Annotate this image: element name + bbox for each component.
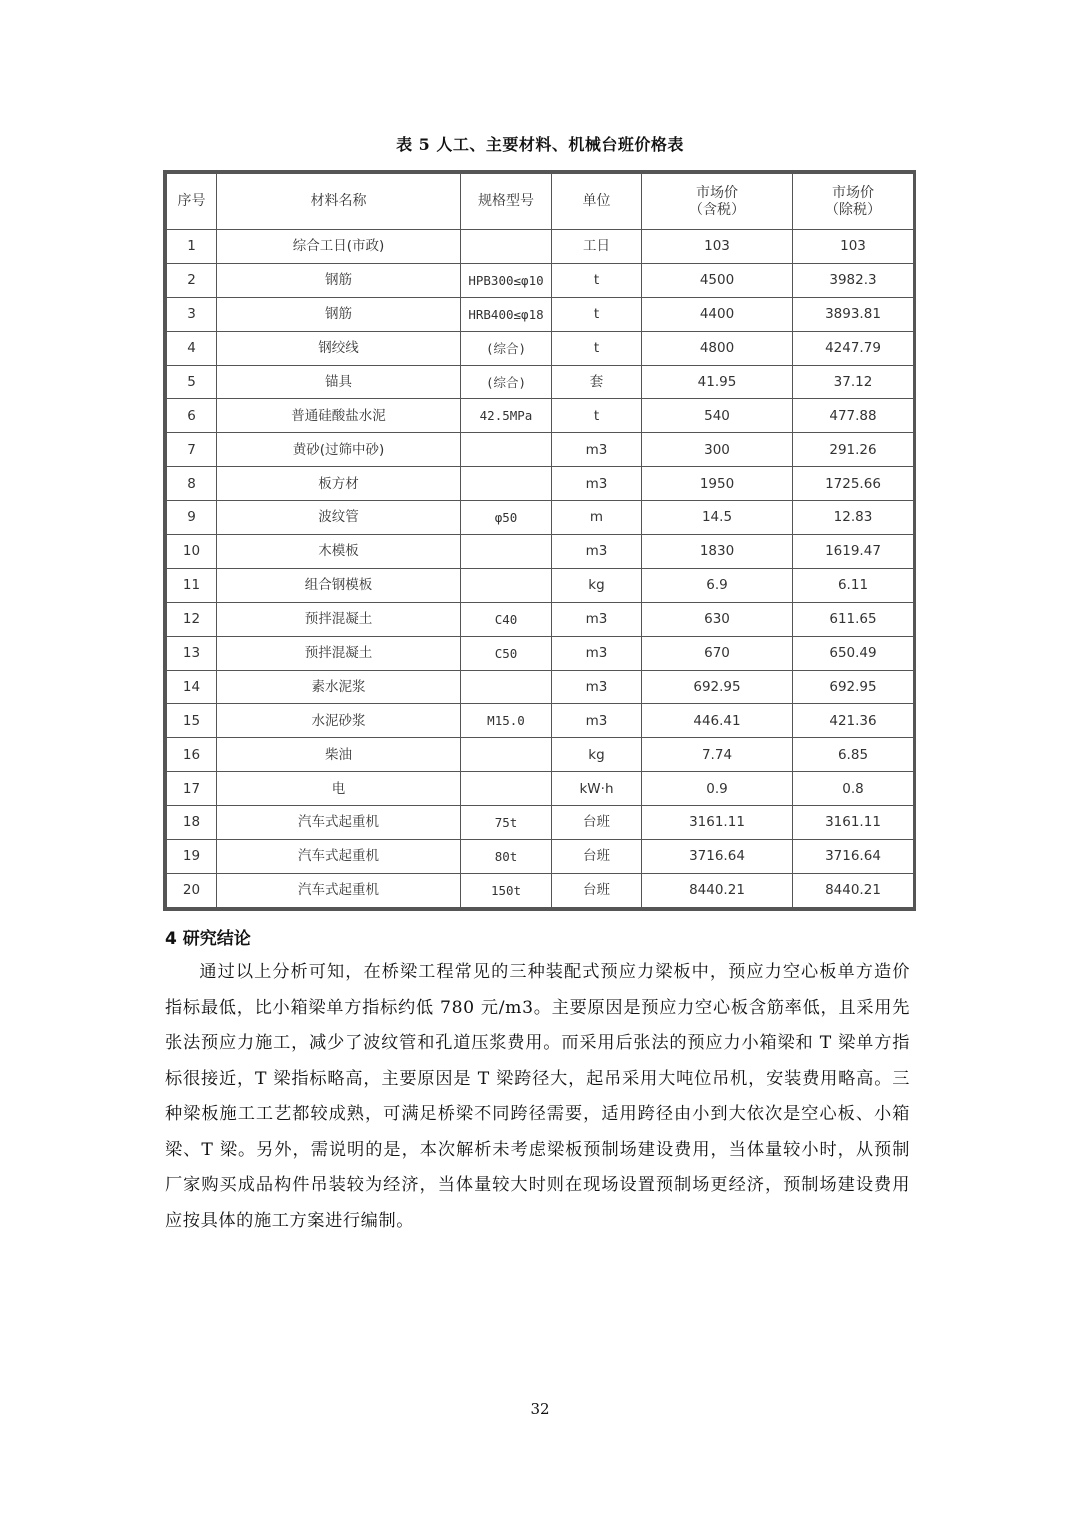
table-body [167, 230, 914, 908]
table-cell: 5 [167, 365, 217, 399]
table-row [167, 297, 914, 331]
table-cell: t [552, 263, 642, 297]
table-cell: 3161.11 [642, 806, 793, 840]
table-cell: 9 [167, 501, 217, 535]
table-cell: C40 [461, 602, 552, 636]
table-cell: 水泥砂浆 [217, 704, 461, 738]
table-cell: 1830 [642, 535, 793, 569]
table-cell: 4 [167, 331, 217, 365]
table-cell: m3 [552, 467, 642, 501]
table-cell: HRB400≤φ18 [461, 297, 552, 331]
table-cell: 6.85 [793, 738, 914, 772]
table-cell: 18 [167, 806, 217, 840]
table-cell: 3716.64 [793, 840, 914, 874]
table-caption: 表 5 人工、主要材料、机械台班价格表 [396, 135, 684, 154]
table-cell: 8440.21 [642, 873, 793, 907]
table-cell: 3 [167, 297, 217, 331]
table-row [167, 365, 914, 399]
table-cell: 8 [167, 467, 217, 501]
table-row [167, 772, 914, 806]
table-cell: 板方材 [217, 467, 461, 501]
table-cell: 13 [167, 636, 217, 670]
table-cell: 组合钢模板 [217, 568, 461, 602]
table-cell: 0.8 [793, 772, 914, 806]
table-cell: 4800 [642, 331, 793, 365]
table-cell: 汽车式起重机 [217, 873, 461, 907]
conclusion-paragraph: 通过以上分析可知，在桥梁工程常见的三种装配式预应力梁板中，预应力空心板单方造价指标最低，比小箱梁单方指标约低 780 元/m3。主要原因是预应力空心板含筋率低，且采用先张法预应力施工，减少了波纹管和孔道压浆费用。而采用后张法的预应力小箱梁和 T 梁单方指标很接近，T 梁指标略高，主要原因是 T 梁跨径大，起吊采用大吨位吊机，安装费用略高。三种梁板施工工艺都较成熟，可满足桥梁不同跨径需要，适用跨径由小到大依次是空心板、小箱梁、T 梁。另外，需说明的是，本次解析未考虑梁板预制场建设费用，当体量较小时，从预制厂家购买成品构件吊装较为经济，当体量较大时则在现场设置预制场更经济，预制场建设费用应按具体的施工方案进行编制。 [165, 962, 910, 1231]
column-header: 单位 [552, 174, 642, 230]
table-cell: t [552, 331, 642, 365]
table-row [167, 568, 914, 602]
table-cell: 6 [167, 399, 217, 433]
table-row [167, 230, 914, 264]
table-cell: 446.41 [642, 704, 793, 738]
table-cell: 套 [552, 365, 642, 399]
table-cell: kW·h [552, 772, 642, 806]
table-cell: 17 [167, 772, 217, 806]
page-number: 32 [530, 1400, 550, 1418]
table-cell: 3161.11 [793, 806, 914, 840]
table-row [167, 263, 914, 297]
table-cell: 670 [642, 636, 793, 670]
table-row [167, 399, 914, 433]
table-cell: 台班 [552, 806, 642, 840]
table-cell: 1 [167, 230, 217, 264]
table-cell: 421.36 [793, 704, 914, 738]
table-cell: m [552, 501, 642, 535]
table-cell [461, 738, 552, 772]
table-cell: 预拌混凝土 [217, 602, 461, 636]
table-cell: 37.12 [793, 365, 914, 399]
table-cell: kg [552, 738, 642, 772]
table-row [167, 501, 914, 535]
table-cell: 477.88 [793, 399, 914, 433]
table-cell [461, 467, 552, 501]
table-cell: M15.0 [461, 704, 552, 738]
column-header: 市场价 （除税） [793, 174, 914, 230]
table-row [167, 873, 914, 907]
table-cell: 钢筋 [217, 263, 461, 297]
table-cell: 工日 [552, 230, 642, 264]
table-cell: 汽车式起重机 [217, 840, 461, 874]
table-cell: 12 [167, 602, 217, 636]
table-cell: 预拌混凝土 [217, 636, 461, 670]
table-cell: 41.95 [642, 365, 793, 399]
table-cell: 钢筋 [217, 297, 461, 331]
table-cell: 692.95 [642, 670, 793, 704]
table-cell: t [552, 399, 642, 433]
section-title: 4 研究结论 [165, 929, 251, 949]
table-row [167, 467, 914, 501]
table-cell: 10 [167, 535, 217, 569]
table-cell: 540 [642, 399, 793, 433]
table-cell: t [552, 297, 642, 331]
table-cell [461, 772, 552, 806]
table-cell: 42.5MPa [461, 399, 552, 433]
table-cell: 素水泥浆 [217, 670, 461, 704]
table-cell: 12.83 [793, 501, 914, 535]
table-cell: 14 [167, 670, 217, 704]
column-header: 序号 [167, 174, 217, 230]
table-row [167, 331, 914, 365]
table-cell: 6.9 [642, 568, 793, 602]
table-cell: 103 [793, 230, 914, 264]
price-table-frame [163, 170, 916, 911]
table-cell: 电 [217, 772, 461, 806]
table-cell: 4500 [642, 263, 793, 297]
table-row [167, 535, 914, 569]
table-cell: 692.95 [793, 670, 914, 704]
table-cell: 3893.81 [793, 297, 914, 331]
table-cell: 锚具 [217, 365, 461, 399]
table-cell [461, 568, 552, 602]
table-cell [461, 230, 552, 264]
table-cell: 黄砂(过筛中砂) [217, 433, 461, 467]
table-cell: 综合工日(市政) [217, 230, 461, 264]
table-cell: 4247.79 [793, 331, 914, 365]
table-cell: 3716.64 [642, 840, 793, 874]
table-cell: m3 [552, 704, 642, 738]
column-header: 规格型号 [461, 174, 552, 230]
table-cell: 1725.66 [793, 467, 914, 501]
column-header: 材料名称 [217, 174, 461, 230]
table-cell: 650.49 [793, 636, 914, 670]
table-cell: 16 [167, 738, 217, 772]
table-cell: (综合) [461, 365, 552, 399]
table-cell: 20 [167, 873, 217, 907]
table-row [167, 602, 914, 636]
table-cell [461, 670, 552, 704]
table-header-row [167, 174, 914, 230]
table-row [167, 670, 914, 704]
table-cell: m3 [552, 636, 642, 670]
table-cell: m3 [552, 535, 642, 569]
table-cell: 103 [642, 230, 793, 264]
table-cell: 木模板 [217, 535, 461, 569]
table-cell: 3982.3 [793, 263, 914, 297]
column-header: 市场价 （含税） [642, 174, 793, 230]
table-cell: 11 [167, 568, 217, 602]
table-cell: 台班 [552, 840, 642, 874]
table-cell [461, 535, 552, 569]
table-cell: m3 [552, 670, 642, 704]
table-cell [461, 433, 552, 467]
table-cell: 14.5 [642, 501, 793, 535]
table-cell: 80t [461, 840, 552, 874]
table-cell: 7 [167, 433, 217, 467]
table-cell: 15 [167, 704, 217, 738]
table-row [167, 636, 914, 670]
table-cell: HPB300≤φ10 [461, 263, 552, 297]
table-cell: 2 [167, 263, 217, 297]
table-row [167, 433, 914, 467]
table-cell: 普通硅酸盐水泥 [217, 399, 461, 433]
table-cell: 300 [642, 433, 793, 467]
table-cell: m3 [552, 602, 642, 636]
price-table [166, 173, 914, 908]
table-cell: 钢绞线 [217, 331, 461, 365]
table-cell: 611.65 [793, 602, 914, 636]
table-cell: 150t [461, 873, 552, 907]
table-cell: (综合) [461, 331, 552, 365]
table-cell: m3 [552, 433, 642, 467]
table-cell: 0.9 [642, 772, 793, 806]
table-cell: 汽车式起重机 [217, 806, 461, 840]
table-cell: C50 [461, 636, 552, 670]
table-row [167, 738, 914, 772]
table-row [167, 704, 914, 738]
table-cell: 291.26 [793, 433, 914, 467]
table-cell: 1619.47 [793, 535, 914, 569]
table-cell: φ50 [461, 501, 552, 535]
table-row [167, 806, 914, 840]
table-cell: 台班 [552, 873, 642, 907]
table-row [167, 840, 914, 874]
table-cell: 1950 [642, 467, 793, 501]
table-cell: kg [552, 568, 642, 602]
table-cell: 8440.21 [793, 873, 914, 907]
table-cell: 波纹管 [217, 501, 461, 535]
table-cell: 19 [167, 840, 217, 874]
table-cell: 柴油 [217, 738, 461, 772]
table-cell: 6.11 [793, 568, 914, 602]
table-cell: 75t [461, 806, 552, 840]
table-cell: 4400 [642, 297, 793, 331]
table-cell: 630 [642, 602, 793, 636]
table-cell: 7.74 [642, 738, 793, 772]
